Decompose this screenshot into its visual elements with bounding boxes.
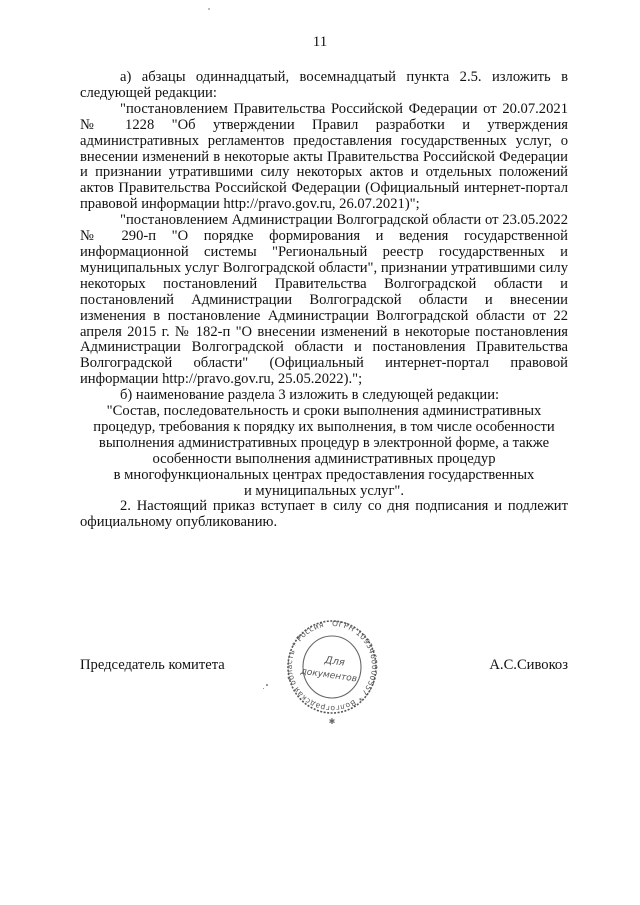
paragraph-point-2: 2. Настоящий приказ вступает в силу со дня подписания и подлежит официальному опубликованию. (80, 498, 568, 531)
signatory-name: А.С.Сивокоз (489, 657, 568, 673)
section-3-title-line: особенности выполнения административных процедур (152, 450, 496, 467)
scan-speck (263, 688, 264, 689)
paragraph-b-intro: б) наименование раздела 3 изложить в следующей редакции: (120, 387, 500, 404)
seal-ring-text: ОГРН 1093460000557 * Волгоградская область * Россия (284, 618, 380, 714)
scan-speck (266, 684, 268, 686)
paragraph-a-quote-2: "постановлением Администрации Волгоградской области от 23.05.2022 № 290-п "О порядке формирования и ведения государственной информационной системы "Региональный реестр государственных и муниципальных услуг Волгоградской области", признании утратившими силу некоторых постановлений Правительства Волгоградской области и постановлений Администрации Волгоградской области и внесении изменения в постановление Администрации Волгоградской области от 22 апреля 2015 г. № 182-п "О внесении изменений в некоторые постановления Администрации Волгоградской области и постановления Правительства Волгоградской области" (Официальный интернет-портал правовой информации http://pravo.gov.ru, 25.05.2022)."; (80, 212, 568, 388)
section-3-title (80, 404, 568, 499)
seal-center-text-2: документов (299, 666, 358, 685)
section-3-title-line: выполнения административных процедур в электронной форме, а также (98, 434, 550, 451)
document-body (80, 70, 568, 531)
page-number: 11 (312, 34, 328, 50)
section-3-title-line: "Состав, последовательность и сроки выполнения административных (106, 403, 542, 420)
seal-star-icon: ✱ (328, 717, 336, 726)
seal-icon (282, 612, 382, 730)
section-3-title-line: в многофункциональных центрах предоставления государственных (113, 466, 535, 483)
seal-center-text-1: Для (323, 654, 346, 669)
signatory-position: Председатель комитета (80, 657, 225, 673)
paragraph-a-quote-1: "постановлением Правительства Российской Федерации от 20.07.2021 № 1228 "Об утверждении Правил разработки и утверждения административных регламентов предоставления государственных услуг, о внесении изменений в некоторые акты Правительства Российской Федерации и признании утратившими силу некоторых актов и отдельных положений актов Правительства Российской Федерации (Официальный интернет-портал правовой информации http://pravo.gov.ru, 26.07.2021)"; (80, 100, 568, 213)
paragraph-a-intro: а) абзацы одиннадцатый, восемнадцатый пункта 2.5. изложить в следующей редакции: (80, 69, 568, 101)
official-seal-stamp (282, 612, 382, 730)
section-3-title-line: и муниципальных услуг". (243, 482, 405, 499)
scan-speck (208, 8, 210, 10)
section-3-title-line: процедур, требования к порядку их выполнения, в том числе особенности (93, 418, 555, 435)
